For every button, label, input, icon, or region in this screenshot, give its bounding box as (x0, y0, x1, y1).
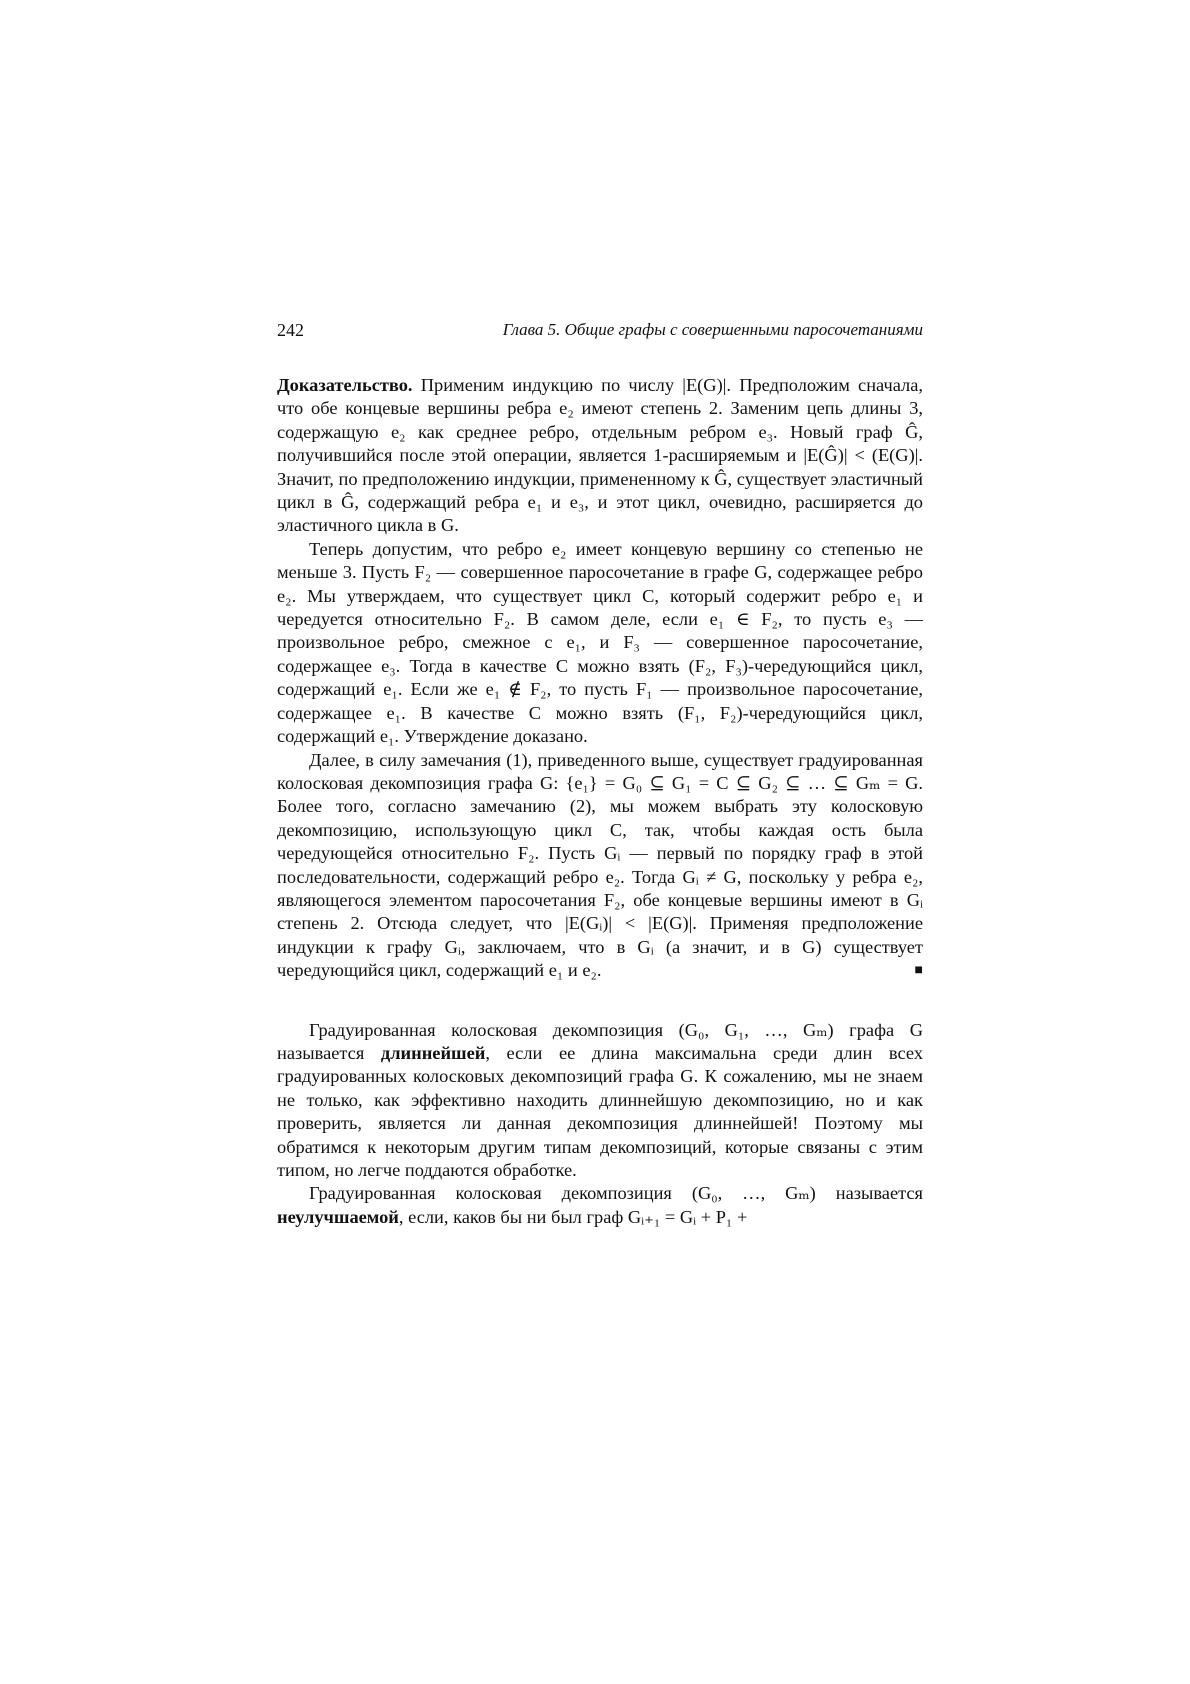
proof-label: Доказательство. (277, 375, 413, 395)
term-longest: длиннейшей (380, 1042, 486, 1063)
proof-paragraph-1-text: Применим индукцию по числу |E(G)|. Предположим сначала, что обе концевые вершины ребра e₂ имеют степень 2. Заменим цепь длины 3, содержащую e₂ как среднее ребро, отдельным ребром e₃. Новый граф Ĝ, получившийся после этой операции, является 1-расширяемым и |E(Ĝ)| < (E(G)|. Значит, по предположению индукции, примененному к Ĝ, существует эластичный цикл в Ĝ, содержащий ребра e₁ и e₃, и этот цикл, очевидно, расширяется до эластичного цикла в G. (277, 375, 923, 536)
chapter-title: Глава 5. Общие графы с совершенными паросочетаниями (502, 320, 923, 339)
proof-paragraph-2: Теперь допустим, что ребро e₂ имеет концевую вершину со степенью не меньше 3. Пусть F₂ — совершенное паросочетание в графе G, содержащее ребро e₂. Мы утверждаем, что существует цикл C, который содержит ребро e₁ и чередуется относительно F₂. В самом деле, если e₁ ∈ F₂, то пусть e₃ — произвольное ребро, смежное с e₁, и F₃ — совершенное паросочетание, содержащее e₃. Тогда в качестве C можно взять (F₂, F₃)-чередующийся цикл, содержащий e₁. Если же e₁ ∉ F₂, то пусть F₁ — произвольное паросочетание, содержащее e₁. В качестве C можно взять (F₁, F₂)-чередующийся цикл, содержащий e₁. Утверждение доказано. (277, 538, 923, 747)
page-content (277, 320, 923, 1229)
proof-paragraph-3 (277, 749, 923, 983)
page-number: 242 (277, 320, 304, 340)
running-head (277, 320, 923, 348)
definition-paragraph-unimprovable (277, 1182, 923, 1229)
definition-longest-before: Градуированная колосковая декомпозиция (G₀, G₁, …, Gₘ) графа G называется (277, 1019, 923, 1063)
proof-paragraph-1 (277, 374, 923, 538)
definition-longest-after: , если ее длина максимальна среди длин всех градуированных колосковых декомпозиций графа G. К сожалению, мы не знаем не только, как эффективно находить длиннейшую декомпозицию, но и как проверить, является ли данная декомпозиция длиннейшей! Поэтому мы обратимся к некоторым другим типам декомпозиций, которые связаны с этим типом, но легче поддаются обработке. (277, 1042, 924, 1180)
definition-unimprovable-before: Градуированная колосковая декомпозиция (G₀, …, Gₘ) называется (309, 1183, 923, 1204)
qed-symbol: ■ (914, 963, 923, 979)
term-unimprovable: неулучшаемой (277, 1206, 399, 1227)
definition-unimprovable-after: , если, каков бы ни был граф Gᵢ₊₁ = Gᵢ + P₁ + (398, 1206, 748, 1227)
section-gap (277, 983, 923, 1019)
definition-paragraph-longest (277, 1019, 923, 1183)
proof-paragraph-3-text: Далее, в силу замечания (1), приведенного выше, существует градуированная колосковая декомпозиция графа G: {e₁} = G₀ ⊆ G₁ = C ⊆ G₂ ⊆ … ⊆ Gₘ = G. Более того, согласно замечанию (2), мы можем выбрать эту колосковую декомпозицию, использующую цикл C, так, чтобы каждая ость была чередующейся относительно F₂. Пусть Gᵢ — первый по порядку граф в этой последовательности, содержащий ребро e₂. Тогда Gᵢ ≠ G, поскольку у ребра e₂, являющегося элементом паросочетания F₂, обе концевые вершины имеют в Gᵢ степень 2. Отсюда следует, что |E(Gᵢ)| < |E(G)|. Применяя предположение индукции к графу Gᵢ, заключаем, что в Gᵢ (а значит, и в G) существует чередующийся цикл, содержащий e₁ и e₂. (277, 749, 923, 981)
